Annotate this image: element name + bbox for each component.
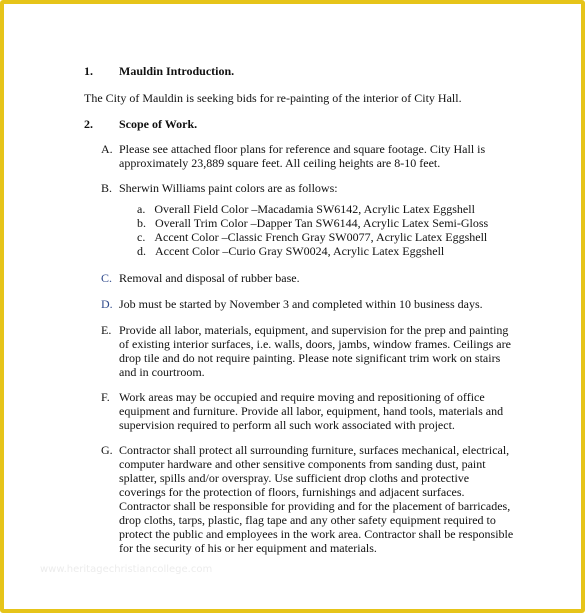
paint-color-item	[137, 244, 488, 258]
paint-color-letter: a.	[137, 202, 146, 216]
item-d-letter: D.	[101, 297, 113, 311]
paint-color-item	[137, 216, 488, 230]
item-g-line: for the security of his or her equipment and materials.	[119, 541, 377, 555]
paint-color-item	[137, 202, 488, 216]
item-e-line: Provide all labor, materials, equipment, and supervision for the prep and painting	[119, 323, 509, 337]
paint-colors-list	[137, 202, 488, 258]
section-2-title: Scope of Work.	[119, 117, 198, 131]
item-d-line: Job must be started by November 3 and completed within 10 business days.	[119, 297, 483, 311]
watermark-text: www.heritagechristiancollege.com	[40, 564, 213, 575]
section-1-number: 1.	[84, 64, 93, 78]
item-c-text	[119, 271, 300, 285]
intro-paragraph: The City of Mauldin is seeking bids for re-painting of the interior of City Hall.	[84, 91, 462, 105]
item-g-line: drop cloths, tarps, plastic, flag tape and any other safety equipment required to	[119, 513, 496, 527]
item-e-text	[119, 323, 511, 379]
item-g-line: protect the public and employees in the work area. Contractor shall be responsible	[119, 527, 514, 541]
item-f-text	[119, 390, 503, 432]
item-e-line: drop tile and do not require painting. Please note significant trim work on stairs	[119, 351, 501, 365]
item-b-letter: B.	[101, 181, 113, 195]
paint-color-letter: b.	[137, 216, 146, 230]
document-page	[4, 4, 581, 609]
item-f-line: supervision required to perform all such work associated with project.	[119, 418, 455, 432]
item-d-text	[119, 297, 483, 311]
item-f-line: Work areas may be occupied and require moving and repositioning of office	[119, 390, 485, 404]
item-e-line: of existing interior surfaces, i.e. walls, doors, jambs, window frames. Ceilings are	[119, 337, 511, 351]
item-c-letter: C.	[101, 271, 113, 285]
paint-color-letter: c.	[137, 230, 146, 244]
paint-color-text: Accent Color –Classic French Gray SW0077, Acrylic Latex Eggshell	[154, 230, 488, 244]
item-g-line: Contractor shall protect all surrounding furniture, surfaces mechanical, electrical,	[119, 443, 510, 457]
item-g-line: computer hardware and other sensitive components from sanding dust, paint	[119, 457, 486, 471]
item-b-text	[119, 181, 338, 195]
item-b-line: Sherwin Williams paint colors are as follows:	[119, 181, 338, 195]
item-c-line: Removal and disposal of rubber base.	[119, 271, 300, 285]
item-g-letter: G.	[101, 443, 113, 457]
item-e-letter: E.	[101, 323, 112, 337]
paint-color-item	[137, 230, 488, 244]
section-1-title: Mauldin Introduction.	[119, 64, 235, 78]
paint-color-text: Accent Color –Curio Gray SW0024, Acrylic Latex Eggshell	[155, 244, 445, 258]
item-a-text	[119, 142, 485, 170]
paint-color-letter: d.	[137, 244, 146, 258]
item-e-line: and in courtroom.	[119, 365, 205, 379]
item-a-line: approximately 23,889 square feet. All ceiling heights are 8-10 feet.	[119, 156, 441, 170]
item-g-text	[119, 443, 513, 555]
item-g-line: coverings for the protection of floors, furnishings and adjacent surfaces.	[119, 485, 465, 499]
section-2-number: 2.	[84, 117, 93, 131]
item-f-line: equipment and furniture. Provide all labor, equipment, hand tools, materials and	[119, 404, 504, 418]
item-f-letter: F.	[101, 390, 110, 404]
item-a-letter: A.	[101, 142, 113, 156]
paint-color-text: Overall Trim Color –Dapper Tan SW6144, Acrylic Latex Semi-Gloss	[155, 216, 489, 230]
paint-color-text: Overall Field Color –Macadamia SW6142, Acrylic Latex Eggshell	[154, 202, 475, 216]
item-g-line: Contractor shall be responsible for providing and for the placement of barricades,	[119, 499, 511, 513]
item-a-line: Please see attached floor plans for reference and square footage. City Hall is	[119, 142, 486, 156]
item-g-line: splatter, spills and/or overspray. Use sufficient drop cloths and protective	[119, 471, 470, 485]
